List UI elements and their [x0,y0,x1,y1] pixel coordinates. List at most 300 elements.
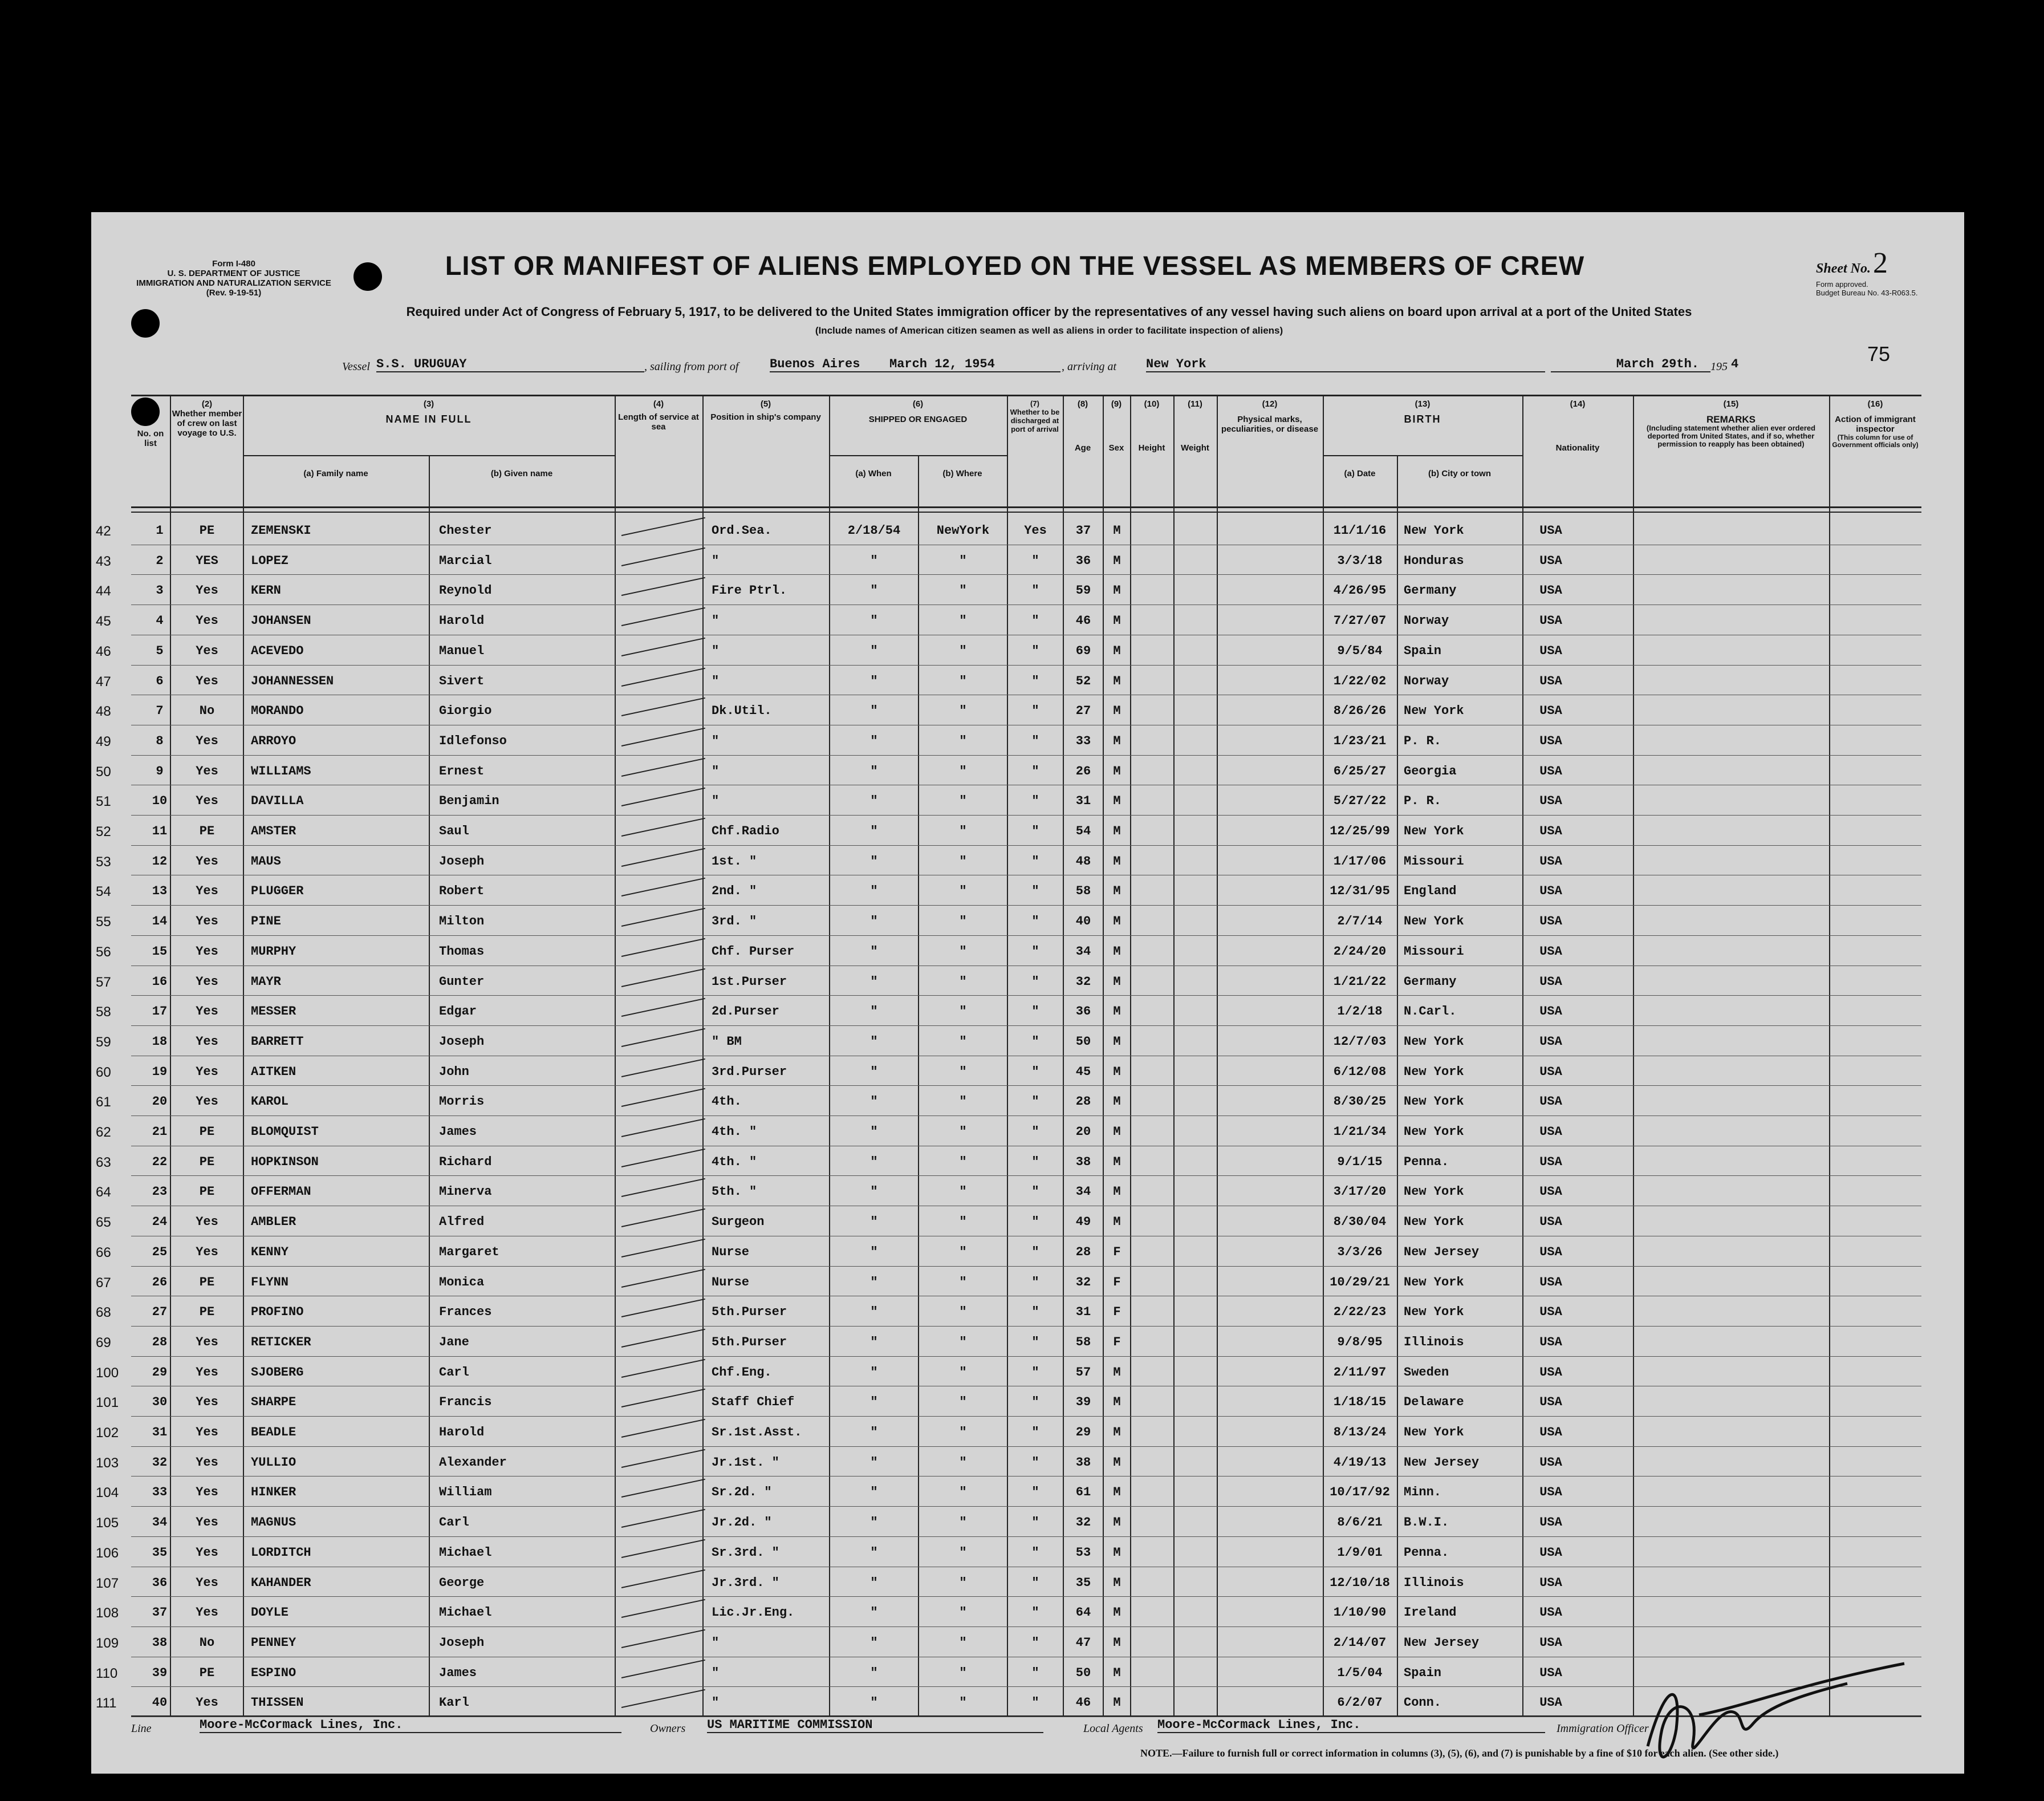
age: 53 [1075,1545,1091,1560]
birth-date: 1/9/01 [1337,1545,1383,1560]
row-number: 1 [156,524,164,538]
discharge: " [1031,1185,1039,1199]
shipped-when: " [870,1635,878,1650]
family-name: MAUS [251,854,281,869]
shipped-when: " [870,1515,878,1530]
given-name: James [439,1665,477,1680]
row-margin-number: 53 [96,854,111,870]
year-prefix: 195 [1710,360,1728,373]
service-check-mark [621,1629,705,1648]
birth-place: Sweden [1404,1365,1449,1380]
table-row [96,1267,1921,1296]
last-voyage: Yes [196,1575,218,1590]
row-rule [131,935,1921,936]
table-row [96,967,1921,996]
family-name: JOHANSEN [251,614,311,628]
row-margin-number: 109 [96,1635,119,1651]
departure-date: March 12, 1954 [889,357,1060,372]
sex: F [1113,1334,1121,1349]
table-row [96,516,1921,545]
birth-place: New York [1404,914,1464,929]
discharge: " [1031,1455,1039,1470]
given-name: Frances [439,1305,492,1320]
age: 52 [1075,674,1091,688]
age: 45 [1075,1064,1091,1079]
shipped-when: " [870,1485,878,1500]
discharge: " [1031,944,1039,959]
discharge: " [1031,884,1039,899]
family-name: PLUGGER [251,884,304,899]
service-check-mark [621,757,705,776]
service-check-mark [621,938,705,957]
birth-date: 2/24/20 [1333,944,1387,959]
last-voyage: Yes [196,1695,218,1710]
position: 5th.Purser [712,1305,787,1320]
nationality: USA [1539,1275,1562,1289]
family-name: FLYNN [251,1275,289,1289]
age: 32 [1075,1275,1091,1289]
sex: M [1113,884,1121,899]
nationality: USA [1539,1064,1562,1079]
row-number: 24 [152,1215,168,1230]
birth-date: 6/25/27 [1333,764,1387,778]
row-margin-number: 64 [96,1185,111,1200]
shipped-where: " [959,1575,967,1590]
given-name: Alexander [439,1455,507,1470]
family-name: AMSTER [251,824,296,838]
shipped-where: " [959,1334,967,1349]
service-check-mark [621,1449,705,1468]
birth-place: Spain [1404,1665,1442,1680]
footer-note: NOTE.—Failure to furnish full or correct information in columns (3), (5), (6), and (7) is punishable by a fine of $10 for each alien. (See other side.) [1140,1747,1779,1759]
service-check-mark [621,1329,705,1348]
row-rule [131,1626,1921,1627]
nationality: USA [1539,1635,1562,1650]
table-row [96,1568,1921,1597]
age: 64 [1075,1605,1091,1620]
given-name: Margaret [439,1244,499,1259]
discharge: " [1031,1485,1039,1500]
birth-date: 1/17/06 [1333,854,1387,869]
position: Lic.Jr.Eng. [712,1605,795,1620]
nationality: USA [1539,764,1562,778]
family-name: BEADLE [251,1425,296,1439]
service-check-mark [621,1509,705,1528]
shipped-where: " [959,1305,967,1320]
given-name: Thomas [439,944,485,959]
age: 32 [1075,1515,1091,1530]
last-voyage: Yes [196,974,218,989]
col-header-age [1063,399,1103,453]
arrival-port: New York [1146,357,1545,372]
manifest-sheet [91,212,1964,1774]
discharge: Yes [1024,524,1047,538]
birth-place: Minn. [1404,1485,1442,1500]
col-header-text: Whether to be discharged at port of arrival [1010,408,1060,433]
shipped-where: " [959,1635,967,1650]
shipped-when: " [870,1395,878,1410]
col-header-text: Length of service at sea [618,412,699,432]
row-margin-number: 54 [96,884,111,900]
family-name: LORDITCH [251,1545,311,1560]
position: Sr.1st.Asst. [712,1425,802,1439]
row-number: 33 [152,1485,168,1500]
sex: M [1113,1665,1121,1680]
last-voyage: Yes [196,733,218,748]
row-rule [131,574,1921,575]
shipped-when: " [870,1244,878,1259]
position: " [712,794,720,809]
service-check-mark [621,1659,705,1678]
position: " [712,553,720,568]
last-voyage: Yes [196,583,218,598]
birth-date: 3/3/18 [1337,553,1383,568]
table-row [96,1447,1921,1477]
row-number: 19 [152,1064,168,1079]
sex: M [1113,1695,1121,1710]
sex: M [1113,733,1121,748]
shipped-when: " [870,704,878,719]
family-name: BLOMQUIST [251,1125,319,1139]
row-margin-number: 104 [96,1485,119,1501]
form-number: Form I-480 [212,259,255,269]
age: 69 [1075,643,1091,658]
shipped-where: " [959,643,967,658]
row-rule [131,1356,1921,1357]
discharge: " [1031,1425,1039,1439]
col-header-birth-city [1397,469,1522,478]
shipped-when: 2/18/54 [847,524,901,538]
sex: M [1113,974,1121,989]
last-voyage: PE [199,1305,215,1320]
row-rule [131,1025,1921,1026]
last-voyage: PE [199,1275,215,1289]
birth-date: 9/8/95 [1337,1334,1383,1349]
position: Jr.1st. " [712,1455,779,1470]
given-name: Benjamin [439,794,499,809]
birth-date: 6/12/08 [1333,1064,1387,1079]
row-number: 34 [152,1515,168,1530]
shipped-when: " [870,884,878,899]
row-margin-number: 48 [96,704,111,720]
sex: M [1113,1575,1121,1590]
position: " [712,643,720,658]
nationality: USA [1539,1094,1562,1109]
sailing-label: , sailing from port of [644,360,739,373]
family-name: ARROYO [251,733,296,748]
birth-place: New York [1404,1064,1464,1079]
shipped-when: " [870,1125,878,1139]
crew-table [96,395,1921,1717]
discharge: " [1031,1635,1039,1650]
nationality: USA [1539,884,1562,899]
birth-place: New Jersey [1404,1635,1480,1650]
shipped-when: " [870,1695,878,1710]
service-check-mark [621,1118,705,1137]
table-row [96,876,1921,905]
shipped-when: " [870,1004,878,1019]
service-check-mark [621,1149,705,1167]
table-row [96,726,1921,755]
row-rule [131,1506,1921,1507]
shipped-when: " [870,1575,878,1590]
col-num: (4) [653,399,664,409]
col-num: (8) [1077,399,1088,409]
given-name: Karl [439,1695,469,1710]
col-header-service [615,399,702,432]
col-header-text: (a) When [855,469,892,478]
age: 49 [1075,1215,1091,1230]
discharge: " [1031,764,1039,778]
shipped-where: " [959,1125,967,1139]
birth-place: B.W.I. [1404,1515,1449,1530]
service-check-mark [621,788,705,806]
birth-date: 8/30/25 [1333,1094,1387,1109]
discharge: " [1031,1034,1039,1049]
shipped-when: " [870,1455,878,1470]
table-row [96,1297,1921,1326]
nationality: USA [1539,1575,1562,1590]
row-rule [131,815,1921,816]
subtitle-note: (Include names of American citizen seamen as well as aliens in order to facilitate inspection of aliens) [815,325,1283,336]
given-name: John [439,1064,469,1079]
discharge: " [1031,1695,1039,1710]
given-name: Manuel [439,643,485,658]
table-row [96,1597,1921,1626]
last-voyage: Yes [196,854,218,869]
family-name: DAVILLA [251,794,304,809]
nationality: USA [1539,733,1562,748]
nationality: USA [1539,1215,1562,1230]
page-number: 75 [1867,342,1891,366]
birth-date: 8/6/21 [1337,1515,1383,1530]
family-name: AITKEN [251,1064,296,1079]
col-header-physical [1217,399,1323,434]
age: 20 [1075,1125,1091,1139]
given-name: Michael [439,1545,492,1560]
given-name: Edgar [439,1004,477,1019]
sex: M [1113,1425,1121,1439]
position: 1st. " [712,854,757,869]
col-num: (5) [760,399,771,409]
col-num: (10) [1144,399,1160,409]
family-name: KERN [251,583,281,598]
row-number: 22 [152,1154,168,1169]
birth-place: New York [1404,704,1464,719]
family-name: HOPKINSON [251,1154,319,1169]
service-check-mark [621,577,705,596]
last-voyage: Yes [196,1515,218,1530]
shipped-when: " [870,944,878,959]
shipped-when: " [870,1334,878,1349]
header-bottom-rule-2 [131,512,1921,513]
officer-label: Immigration Officer [1557,1722,1649,1735]
row-number: 16 [152,974,168,989]
row-rule [131,845,1921,846]
shipped-where: " [959,1275,967,1289]
shipped-where: " [959,944,967,959]
shipped-where: " [959,1515,967,1530]
shipped-subrule [829,455,1007,456]
given-name: Carl [439,1515,469,1530]
discharge: " [1031,974,1039,989]
nationality: USA [1539,704,1562,719]
row-margin-number: 55 [96,914,111,930]
shipped-where: " [959,674,967,688]
col-header-shipped [829,399,1007,424]
given-name: Joseph [439,1034,485,1049]
sheet-label: Sheet No. [1816,261,1871,276]
birth-date: 2/7/14 [1337,914,1383,929]
row-number: 28 [152,1334,168,1349]
position: Dk.Util. [712,704,772,719]
position: 2nd. " [712,884,757,899]
discharge: " [1031,794,1039,809]
age: 61 [1075,1485,1091,1500]
family-name: DOYLE [251,1605,289,1620]
position: Surgeon [712,1215,765,1230]
table-row [96,1207,1921,1236]
given-name: Harold [439,1425,485,1439]
discharge: " [1031,1064,1039,1079]
vessel-name: S.S. URUGUAY [376,357,644,372]
col-header-birth-date [1323,469,1397,478]
col-header-text: Nationality [1555,443,1600,453]
discharge: " [1031,1125,1039,1139]
family-name: HINKER [251,1485,296,1500]
service-check-mark [621,1178,705,1197]
service-check-mark [621,517,705,536]
position: Jr.2d. " [712,1515,772,1530]
col-header-discharge [1007,399,1063,433]
sex: M [1113,1545,1121,1560]
shipped-when: " [870,1665,878,1680]
shipped-when: " [870,1275,878,1289]
row-number: 13 [152,884,168,899]
form-id-block [125,259,342,298]
birth-place: Penna. [1404,1154,1449,1169]
service-check-mark [621,697,705,716]
row-number: 18 [152,1034,168,1049]
service: IMMIGRATION AND NATURALIZATION SERVICE [136,278,331,288]
sex: M [1113,1125,1121,1139]
given-name: James [439,1125,477,1139]
row-rule [131,1085,1921,1086]
birth-date: 1/21/22 [1333,974,1387,989]
shipped-when: " [870,854,878,869]
shipped-when: " [870,733,878,748]
row-rule [131,1446,1921,1447]
given-name: Chester [439,524,492,538]
last-voyage: Yes [196,1215,218,1230]
col-num: (3) [423,399,434,409]
row-rule [131,1476,1921,1477]
family-name: AMBLER [251,1215,296,1230]
col-header-text: Action of immigrant inspector [1835,415,1916,434]
departure-port: Buenos Aires [770,357,889,372]
service-check-mark [621,1239,705,1258]
birth-place: New York [1404,524,1464,538]
family-name: WILLIAMS [251,764,311,778]
col-header-family [243,469,429,478]
position: 4th. " [712,1154,757,1169]
birth-place: Honduras [1404,553,1464,568]
age: 31 [1075,1305,1091,1320]
shipped-where: " [959,583,967,598]
shipped-where: " [959,1034,967,1049]
discharge: " [1031,1215,1039,1230]
shipped-where: " [959,1425,967,1439]
birth-place: Spain [1404,643,1442,658]
table-row [96,546,1921,575]
given-name: Saul [439,824,469,838]
birth-date: 10/17/92 [1330,1485,1390,1500]
row-margin-number: 63 [96,1154,111,1170]
given-name: Milton [439,914,485,929]
position: Fire Ptrl. [712,583,787,598]
col-num: (7) [1030,399,1039,408]
birth-date: 2/14/07 [1333,1635,1387,1650]
service-check-mark [621,1419,705,1438]
col-num: (14) [1570,399,1586,409]
row-rule [131,1536,1921,1537]
birth-date: 10/29/21 [1330,1275,1390,1289]
service-check-mark [621,908,705,927]
age: 40 [1075,914,1091,929]
row-number: 25 [152,1244,168,1259]
last-voyage: PE [199,524,215,538]
last-voyage: Yes [196,614,218,628]
shipped-where: " [959,1455,967,1470]
service-check-mark [621,998,705,1017]
col-header-text: (b) City or town [1428,469,1491,478]
sex: F [1113,1305,1121,1320]
row-number: 2 [156,553,164,568]
age: 50 [1075,1034,1091,1049]
arriving-label: , arriving at [1062,360,1117,373]
given-name: Monica [439,1275,485,1289]
sex: M [1113,1034,1121,1049]
nationality: USA [1539,1244,1562,1259]
birth-date: 2/22/23 [1333,1305,1387,1320]
discharge: " [1031,553,1039,568]
last-voyage: Yes [196,643,218,658]
row-margin-number: 65 [96,1215,111,1231]
row-margin-number: 108 [96,1605,119,1621]
family-name: KAROL [251,1094,289,1109]
birth-date: 1/23/21 [1333,733,1387,748]
nationality: USA [1539,1125,1562,1139]
last-voyage: PE [199,824,215,838]
row-margin-number: 101 [96,1395,119,1411]
service-check-mark [621,1268,705,1287]
row-margin-number: 59 [96,1034,111,1050]
age: 46 [1075,1695,1091,1710]
given-name: William [439,1485,492,1500]
given-name: Idlefonso [439,733,507,748]
birth-place: New York [1404,1425,1464,1439]
row-number: 11 [152,824,168,838]
position: " [712,764,720,778]
age: 33 [1075,733,1091,748]
nationality: USA [1539,553,1562,568]
shipped-when: " [870,1094,878,1109]
col-header-text: Whether member of crew on last voyage to U.S. [172,409,242,438]
col-num: (11) [1188,399,1202,409]
arrival-date: March 29th. [1551,357,1710,372]
discharge: " [1031,1244,1039,1259]
birth-place: Illinois [1404,1334,1464,1349]
